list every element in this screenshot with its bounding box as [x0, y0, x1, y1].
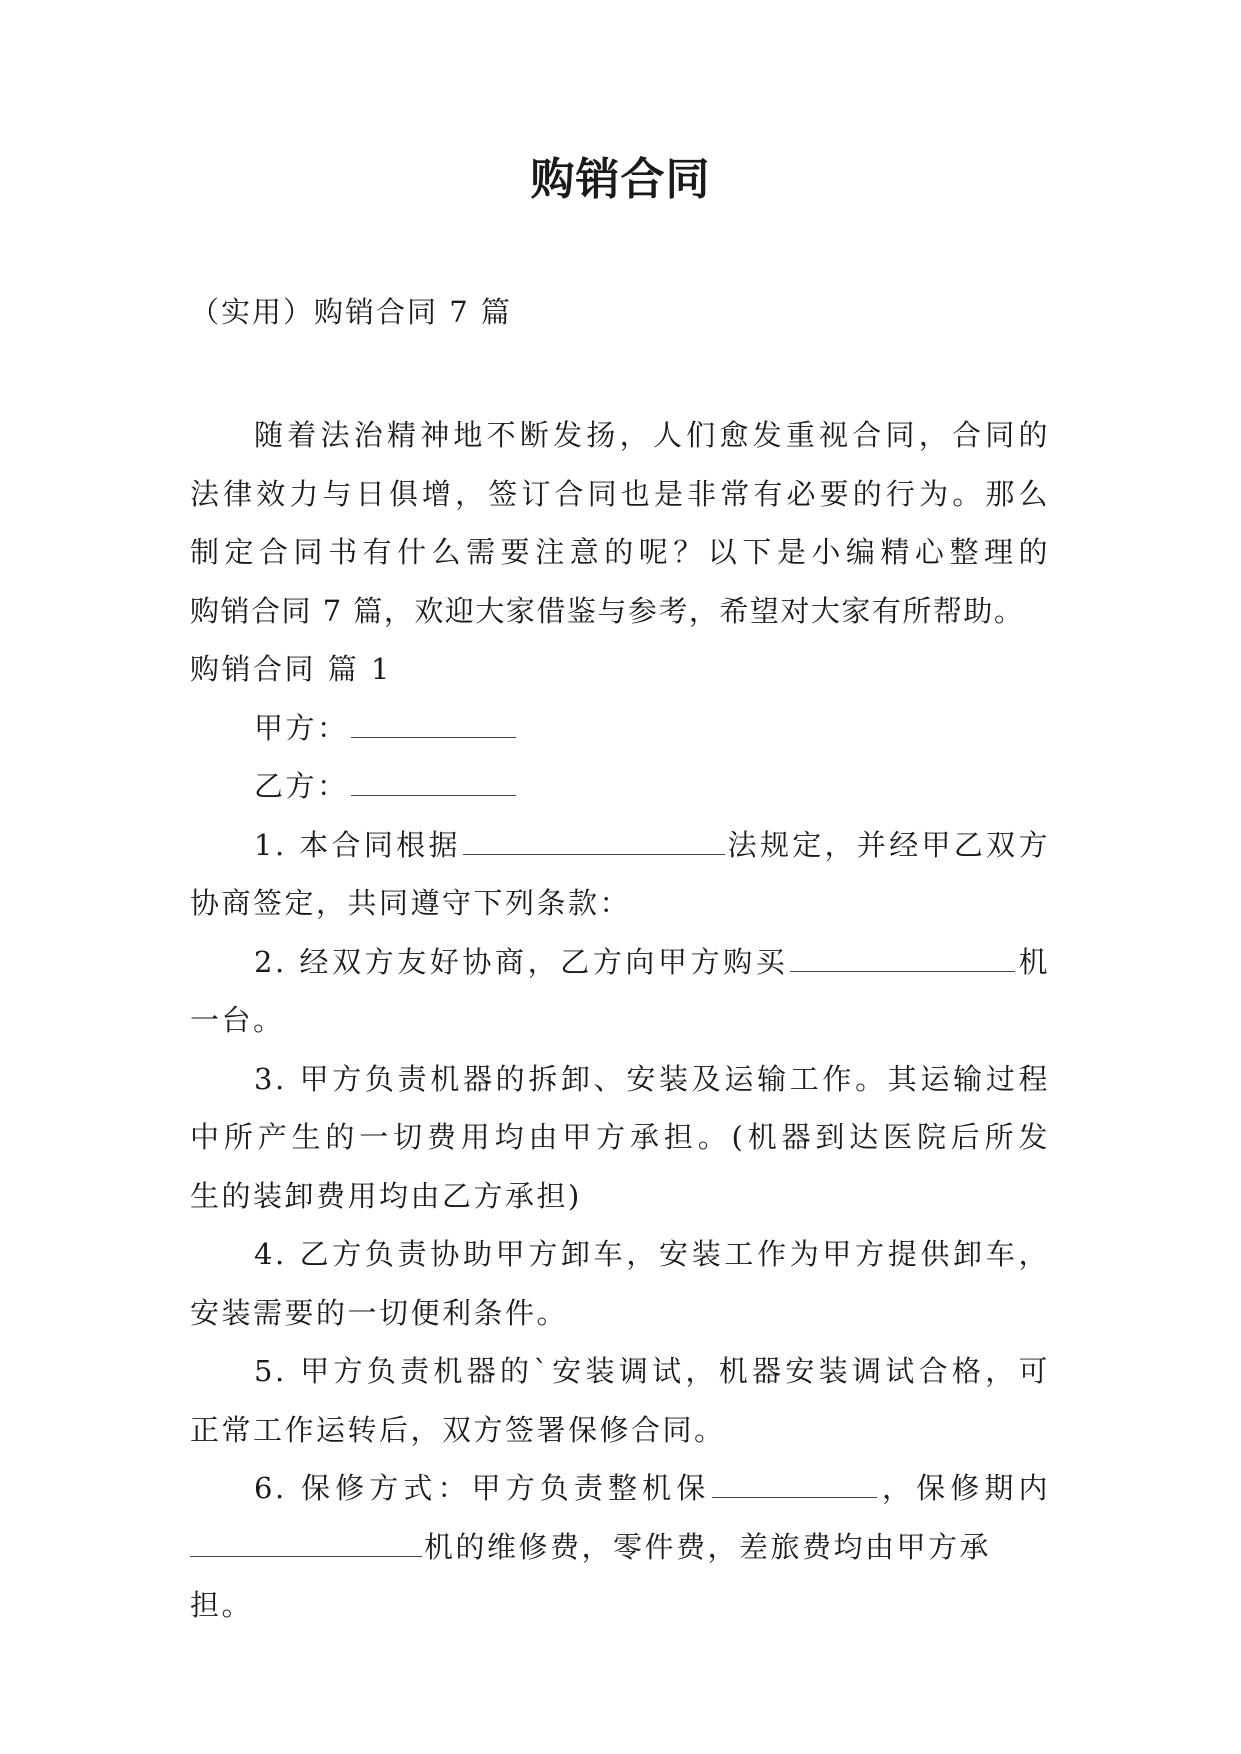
clause-1-line: 协商签定，共同遵守下列条款：: [190, 886, 632, 920]
party-a-line: [190, 699, 1050, 758]
party-b-blank: [351, 773, 516, 796]
law-blank: [463, 832, 725, 855]
clause-6-text: 机的维修费，零件费，差旅费均由甲方承担。: [190, 1529, 992, 1622]
clause-2-text: 机: [1017, 944, 1050, 979]
clause-3-line: 3. 甲方负责机器的拆卸、安装及运输工作。其运输过程: [254, 1061, 1050, 1096]
section-heading: 购销合同 篇 1: [190, 652, 392, 686]
clause-6-line: [190, 1518, 1050, 1635]
document-subtitle: （实用）购销合同 7 篇: [190, 295, 512, 329]
clause-5-line: 正常工作运转后，双方签署保修合同。: [190, 1412, 726, 1447]
party-a-blank: [351, 715, 516, 738]
document-body: [190, 406, 1050, 1635]
clause-5-line: 5. 甲方负责机器的`安装调试，机器安装调试合格，可: [254, 1354, 1050, 1388]
warranty-blank: [712, 1475, 877, 1498]
clause-4-line: 安装需要的一切便利条件。: [190, 1295, 569, 1330]
clause-6-text: 6. 保修方式：甲方负责整机保: [254, 1471, 711, 1505]
intro-line: 法律效力与日俱增，签订合同也是非常有必要的行为。那么: [190, 476, 1050, 511]
clause-4-line: 4. 乙方负责协助甲方卸车，安装工作为甲方提供卸车，: [254, 1237, 1050, 1271]
clause-3-line: 中所产生的一切费用均由甲方承担。(机器到达医院后所发: [190, 1120, 1050, 1154]
clause-2-line: 一台。: [190, 1003, 285, 1037]
party-a-label: 甲方：: [254, 710, 349, 745]
clause-2-text: 2. 经双方友好协商，乙方向甲方购买: [254, 944, 789, 979]
party-b-label: 乙方：: [254, 769, 349, 803]
intro-line: 制定合同书有什么需要注意的呢？以下是小编精心整理的: [190, 535, 1050, 569]
clause-6-text: ，保修期内: [879, 1471, 1050, 1505]
clause-1-text: 1. 本合同根据: [254, 827, 461, 862]
clause-2-line: [190, 933, 1050, 992]
intro-line: 随着法治精神地不断发扬，人们愈发重视合同，合同的: [254, 418, 1050, 452]
party-b-line: [190, 757, 1050, 816]
document-title: 购销合同: [530, 154, 711, 205]
clause-1-text: 法规定，并经甲乙双方: [726, 827, 1050, 862]
clause-3-line: 生的装卸费用均由乙方承担): [190, 1178, 582, 1213]
intro-line: 购销合同 7 篇，欢迎大家借鉴与参考，希望对大家有所帮助。: [190, 593, 1025, 628]
clause-6-line: [190, 1459, 1050, 1518]
machine-blank: [790, 949, 1015, 972]
clause-1-line: [190, 816, 1050, 875]
warranty-machine-blank: [190, 1534, 422, 1557]
